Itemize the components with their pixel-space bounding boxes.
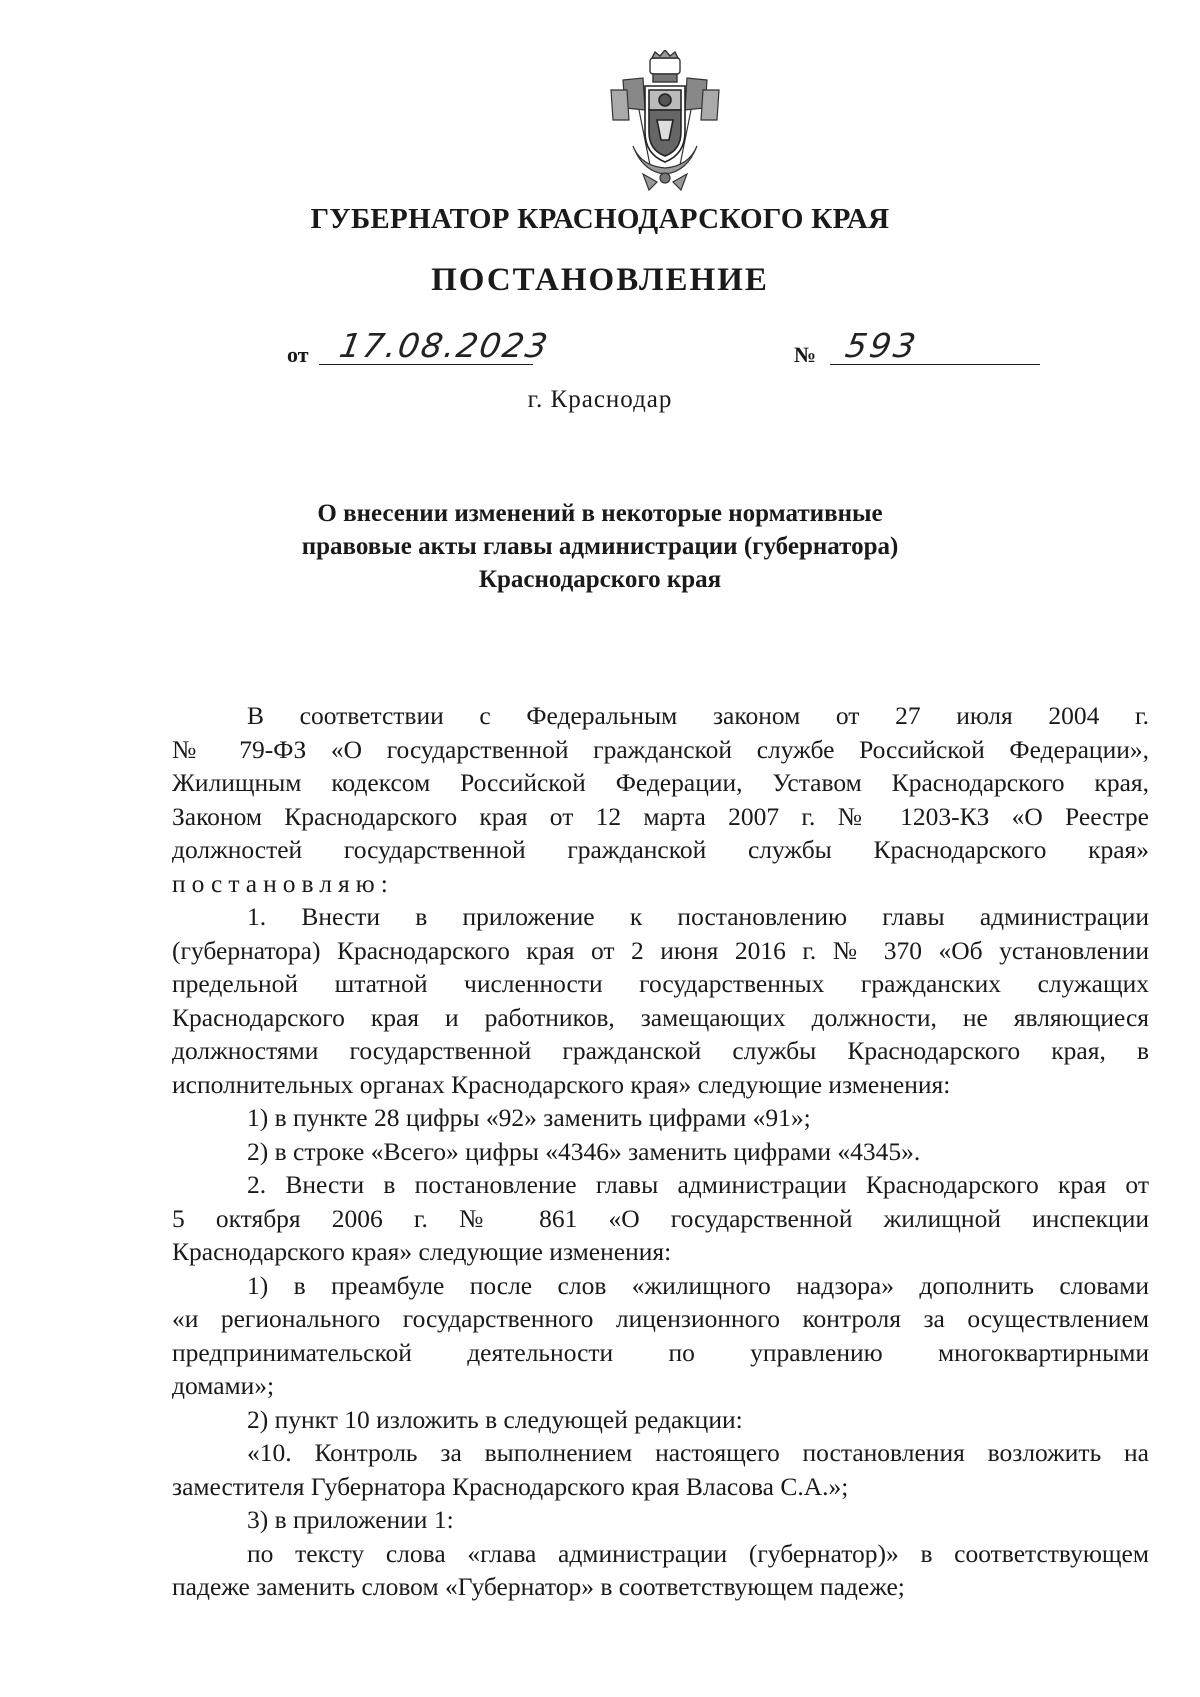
body-line: Жилищным кодексом Российской Федерации, Уставом Краснодарского края, <box>172 768 1149 797</box>
body-line: 1) в пункте 28 цифры «92» заменить цифрами «91»; <box>247 1103 811 1132</box>
body-line: № 79-ФЗ «О государственной гражданской службе Российской Федерации», <box>172 734 1149 764</box>
body-line: исполнительных органах Краснодарского края» следующие изменения: <box>172 1069 951 1099</box>
body-line: В соответствии с Федеральным законом от 27 июля 2004 г. <box>247 701 1149 730</box>
body-line: предпринимательской деятельности по управлению многоквартирными <box>172 1337 1149 1367</box>
body-line: падеже заменить словом «Губернатор» в соответствующем падеже; <box>172 1572 905 1601</box>
body-line: 2) пункт 10 изложить в следующей редакции: <box>247 1404 743 1434</box>
body-line: 3) в приложении 1: <box>247 1505 454 1534</box>
coat-of-arms-icon <box>603 50 727 194</box>
issuing-authority: ГУБЕРНАТОР КРАСНОДАРСКОГО КРАЯ <box>310 203 890 235</box>
date-label: от <box>287 342 309 367</box>
body-line: (губернатора) Краснодарского края от 2 июня 2016 г. № 370 «Об установлении <box>172 935 1149 965</box>
body-line: 1) в преамбуле после слов «жилищного надзора» дополнить словами <box>247 1270 1149 1300</box>
title-line: Краснодарского края <box>478 566 722 593</box>
body-line: должностями государственной гражданской службы Краснодарского края, в <box>172 1036 1149 1065</box>
body-line: должностей государственной гражданской службы Краснодарского края» <box>172 835 1149 864</box>
title-line: правовые акты главы администрации (губернатора) <box>301 533 899 560</box>
number-label: № <box>794 342 817 367</box>
title-line: О внесении изменений в некоторые нормативные <box>317 500 883 527</box>
body-line: Краснодарского края и работников, замещающих должности, не являющиеся <box>172 1002 1149 1032</box>
body-line: «10. Контроль за выполнением настоящего постановления возложить на <box>247 1438 1149 1467</box>
body-line: 1. Внести в приложение к постановлению главы администрации <box>247 902 1149 931</box>
body-line: Краснодарского края» следующие изменения: <box>172 1237 672 1266</box>
body-line: Законом Краснодарского края от 12 марта 2007 г. № 1203-КЗ «О Реестре <box>172 801 1149 831</box>
number-value: 593 <box>842 326 922 365</box>
body-line: по тексту слова «глава администрации (губернатор)» в соответствующем <box>247 1538 1149 1568</box>
date-value: 17.08.2023 <box>336 326 553 365</box>
body-line: домами»; <box>172 1371 275 1400</box>
document-body <box>172 699 1149 1604</box>
body-line: 2. Внести в постановление главы администрации Краснодарского края от <box>247 1170 1149 1199</box>
body-line: «и регионального государственного лицензионного контроля за осуществлением <box>172 1304 1149 1333</box>
document-title <box>0 497 1200 596</box>
body-line: 2) в строке «Всего» цифры «4346» заменить цифрами «4345». <box>247 1136 921 1166</box>
body-line: постановляю: <box>172 868 394 898</box>
city: г. Краснодар <box>527 386 673 413</box>
body-line: 5 октября 2006 г. № 861 «О государственной жилищной инспекции <box>172 1203 1149 1233</box>
body-line: предельной штатной численности государственных гражданских служащих <box>172 969 1149 998</box>
body-line: заместителя Губернатора Краснодарского края Власова С.А.»; <box>172 1471 849 1501</box>
document-type: ПОСТАНОВЛЕНИЕ <box>431 262 769 298</box>
